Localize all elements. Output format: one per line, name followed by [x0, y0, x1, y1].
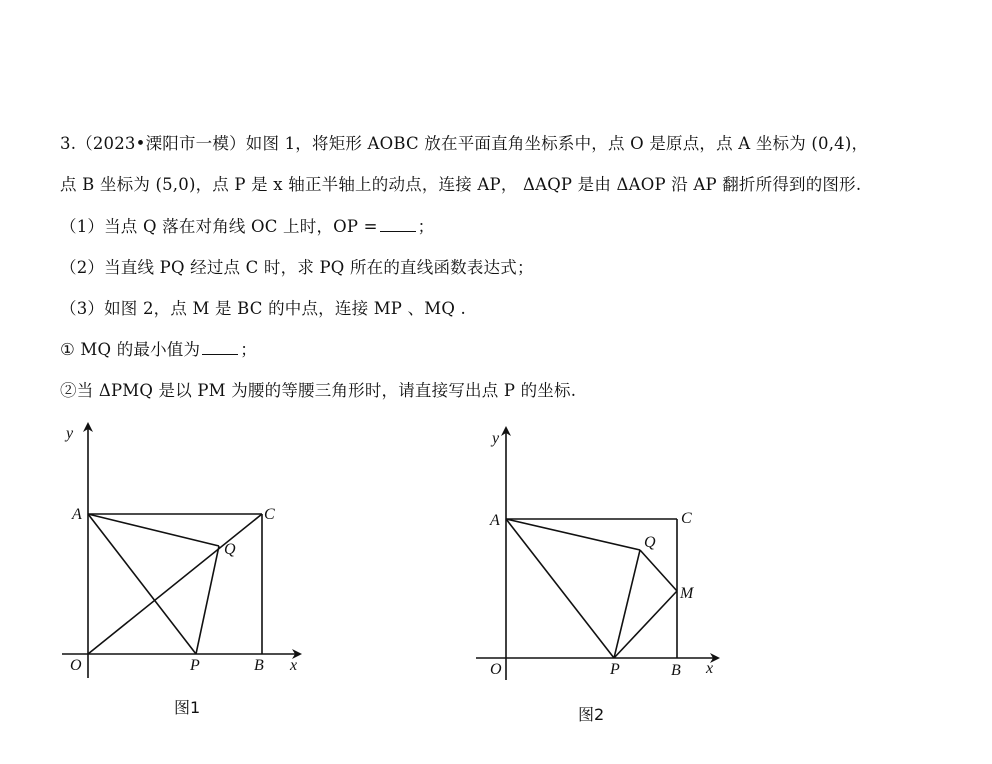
fig2-label-C: C — [681, 510, 692, 527]
fig1-segment-AQ — [88, 514, 219, 546]
fig1-label-A: A — [72, 506, 82, 523]
fig2-segment-MP — [614, 591, 677, 658]
question-3-part-1-end: ； — [240, 340, 257, 359]
question-1-end: ； — [417, 217, 435, 236]
question-3: （3）如图 2，点 M 是 BC 的中点，连接 MP 、MQ . — [60, 299, 466, 318]
fig2-label-B: B — [671, 662, 681, 679]
fig1-label-B: B — [254, 657, 264, 674]
problem-line-2: 点 B 坐标为 (5,0)，点 P 是 x 轴正半轴上的动点，连接 AP， ΔAQP 是由 ΔAOP 沿 AP 翻折所得到的图形. — [60, 175, 862, 194]
question-2: （2）当直线 PQ 经过点 C 时，求 PQ 所在的直线函数表达式； — [60, 258, 534, 277]
fig2-segment-QM — [640, 550, 677, 591]
figure-1 — [62, 424, 300, 678]
fig1-segment-QP — [196, 546, 219, 654]
fig2-label-x: x — [706, 660, 714, 677]
fig2-label-A: A — [490, 512, 500, 529]
question-1-text: （1）当点 Q 落在对角线 OC 上时，OP = — [60, 217, 378, 236]
fig2-caption: 图2 — [578, 705, 605, 724]
fig1-caption: 图1 — [174, 698, 201, 717]
fig1-label-Q: Q — [224, 541, 236, 558]
question-3-part-2: ②当 ΔPMQ 是以 PM 为腰的等腰三角形时，请直接写出点 P 的坐标. — [60, 381, 577, 400]
question-3-part-1-text: ① MQ 的最小值为 — [60, 340, 201, 359]
fig2-segment-QP — [614, 550, 640, 658]
fig1-label-P: P — [190, 657, 200, 674]
fig2-label-M: M — [680, 585, 694, 602]
problem-line-1: 3.（2023•溧阳市一模）如图 1，将矩形 AOBC 放在平面直角坐标系中，点 O 是原点，点 A 坐标为 (0,4)， — [60, 134, 869, 153]
fig1-label-O: O — [70, 657, 82, 674]
figure-2 — [476, 428, 718, 680]
fig2-label-Q: Q — [644, 534, 656, 551]
fig2-label-y: y — [492, 430, 500, 447]
fig2-label-O: O — [490, 661, 502, 678]
fig1-label-C: C — [264, 506, 275, 523]
fig1-label-x: x — [290, 657, 298, 674]
fig1-segment-AP — [88, 514, 196, 654]
fig2-label-P: P — [610, 661, 620, 678]
fig1-label-y: y — [66, 425, 74, 442]
